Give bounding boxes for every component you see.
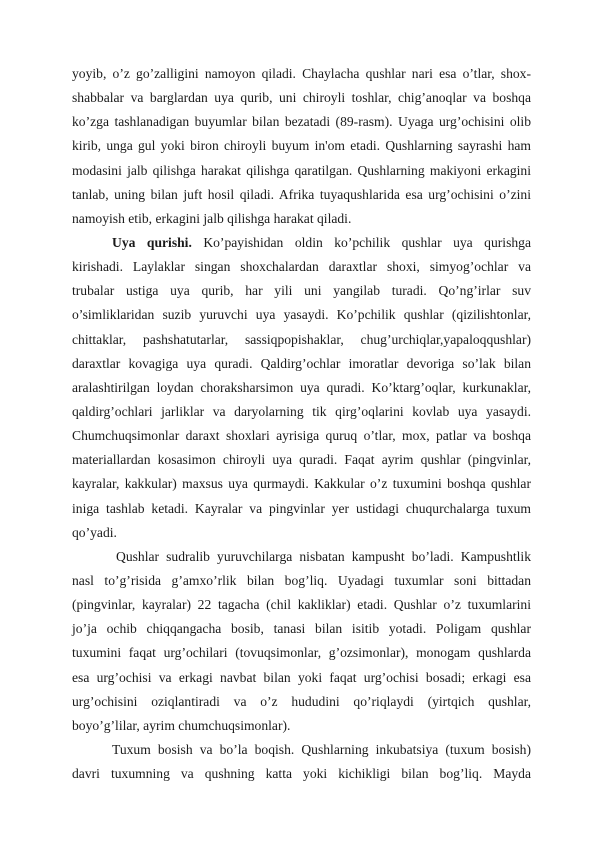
text-line: boyo’g’lilar, ayrim chumchuqsimonlar). bbox=[72, 717, 291, 733]
text-line: urg’ochisini oziqlantiradi va o’z hududini qo’riqlaydi (yirtqich qushlar, bbox=[72, 693, 531, 709]
text-line: iniga tashlab ketadi. Kayralar va pingvinlar yer ustidagi chuqurchalarga tuxum bbox=[72, 500, 531, 516]
text-line: namoyish etib, erkagini jalb qilishga harakat qiladi. bbox=[72, 210, 352, 226]
paragraph-2 bbox=[72, 231, 531, 545]
text-line: kirishadi. Laylaklar singan shoxchalardan daraxtlar shoxi, simyog’ochlar va bbox=[72, 259, 531, 275]
paragraph-1 bbox=[72, 62, 531, 231]
text-line: Chumchuqsimonlar daraxt shoxlari ayrisiga quruq o’tlar, mox, patlar va boshqa bbox=[72, 428, 531, 444]
text-line: Qushlar sudralib yuruvchilarga nisbatan kampusht bo’ladi. Kampushtlik bbox=[116, 548, 531, 564]
text-line: yoyib, o’z go’zalligini namoyon qiladi. Chaylacha qushlar nari esa o’tlar, shox- bbox=[72, 66, 531, 81]
heading-line-text: Ko’payishidan oldin ko’pchilik qushlar uya qurishga bbox=[191, 234, 531, 250]
text-line: o’simliklaridan suzib yuruvchi uya yasaydi. Ko’pchilik qushlar (qizilishtonlar, bbox=[72, 307, 531, 323]
text-line: nasl to’g’risida g’amxo’rlik bilan bog’liq. Uyadagi tuxumlar soni bittadan bbox=[72, 572, 531, 588]
text-line: kayralar, kakkular) maxsus uya qurmaydi. Kakkular o’z tuxumini boshqa qushlar bbox=[72, 476, 531, 492]
text-line: (pingvinlar, kayralar) 22 tagacha (chil kakliklar) etadi. Qushlar o’z tuxumlarini bbox=[72, 597, 531, 613]
paragraph-4 bbox=[72, 738, 531, 786]
section-heading: Uya qurishi. bbox=[112, 234, 192, 250]
text-line: tanlab, uning bilan juft hosil qiladi. Afrika tuyaqushlarida esa urg’ochisini o’zini bbox=[72, 186, 531, 202]
text-line: jo’ja ochib chiqqangacha bosib, tanasi bilan isitib yotadi. Poligam qushlar bbox=[72, 621, 531, 637]
text-line: modasini jalb qilishga harakat qilishga qaratilgan. Qushlarning makiyoni erkagini bbox=[72, 162, 531, 178]
text-line: shabbalar va barglardan uya qurib, uni chiroyli toshlar, chig’anoqlar va boshqa bbox=[72, 90, 531, 106]
text-line: chittaklar, pashshatutarlar, sassiqpopishaklar, chug’urchiqlar,yapaloqqushlar) bbox=[72, 331, 531, 347]
text-line: esa urg’ochisi va erkagi navbat bilan yoki faqat urg’ochisi bosadi; erkagi esa bbox=[72, 669, 531, 685]
text-line: ko’zga tashlanadigan buyumlar bilan bezatadi (89-rasm). Uyaga urg’ochisini olib bbox=[72, 114, 531, 130]
text-line: tuxumini faqat urg’ochilari (tovuqsimonlar, g’ozsimonlar), monogam qushlarda bbox=[72, 645, 531, 661]
text-line: materiallardan kosasimon chiroyli uya quradi. Faqat ayrim qushlar (pingvinlar, bbox=[72, 452, 531, 468]
paragraph-3 bbox=[72, 545, 531, 738]
text-line: kirib, unga gul yoki biron chiroyli buyum in'om etadi. Qushlarning sayrashi ham bbox=[72, 138, 531, 154]
text-line: qaldirg’ochlari jarliklar va daryolarning tik qirg’oqlarini kovlab uya yasaydi. bbox=[72, 403, 531, 419]
text-line: davri tuxumning va qushning katta yoki kichikligi bilan bog’liq. Mayda bbox=[72, 766, 531, 782]
text-line: daraxtlar kovagiga uya quradi. Qaldirg’ochlar imoratlar devoriga so’lak bilan bbox=[72, 355, 531, 371]
text-line: Tuxum bosish va bo’la boqish. Qushlarning inkubatsiya (tuxum bosish) bbox=[112, 741, 531, 757]
body-text bbox=[72, 62, 531, 786]
text-line bbox=[72, 231, 531, 255]
text-line: qo’yadi. bbox=[72, 524, 117, 540]
text-line: trubalar ustiga uya qurib, har yili uni yangilab turadi. Qo’ng’irlar suv bbox=[72, 283, 531, 299]
text-line: aralashtirilgan loydan choraksharsimon uya quradi. Ko’ktarg’oqlar, kurkunaklar, bbox=[72, 379, 531, 395]
